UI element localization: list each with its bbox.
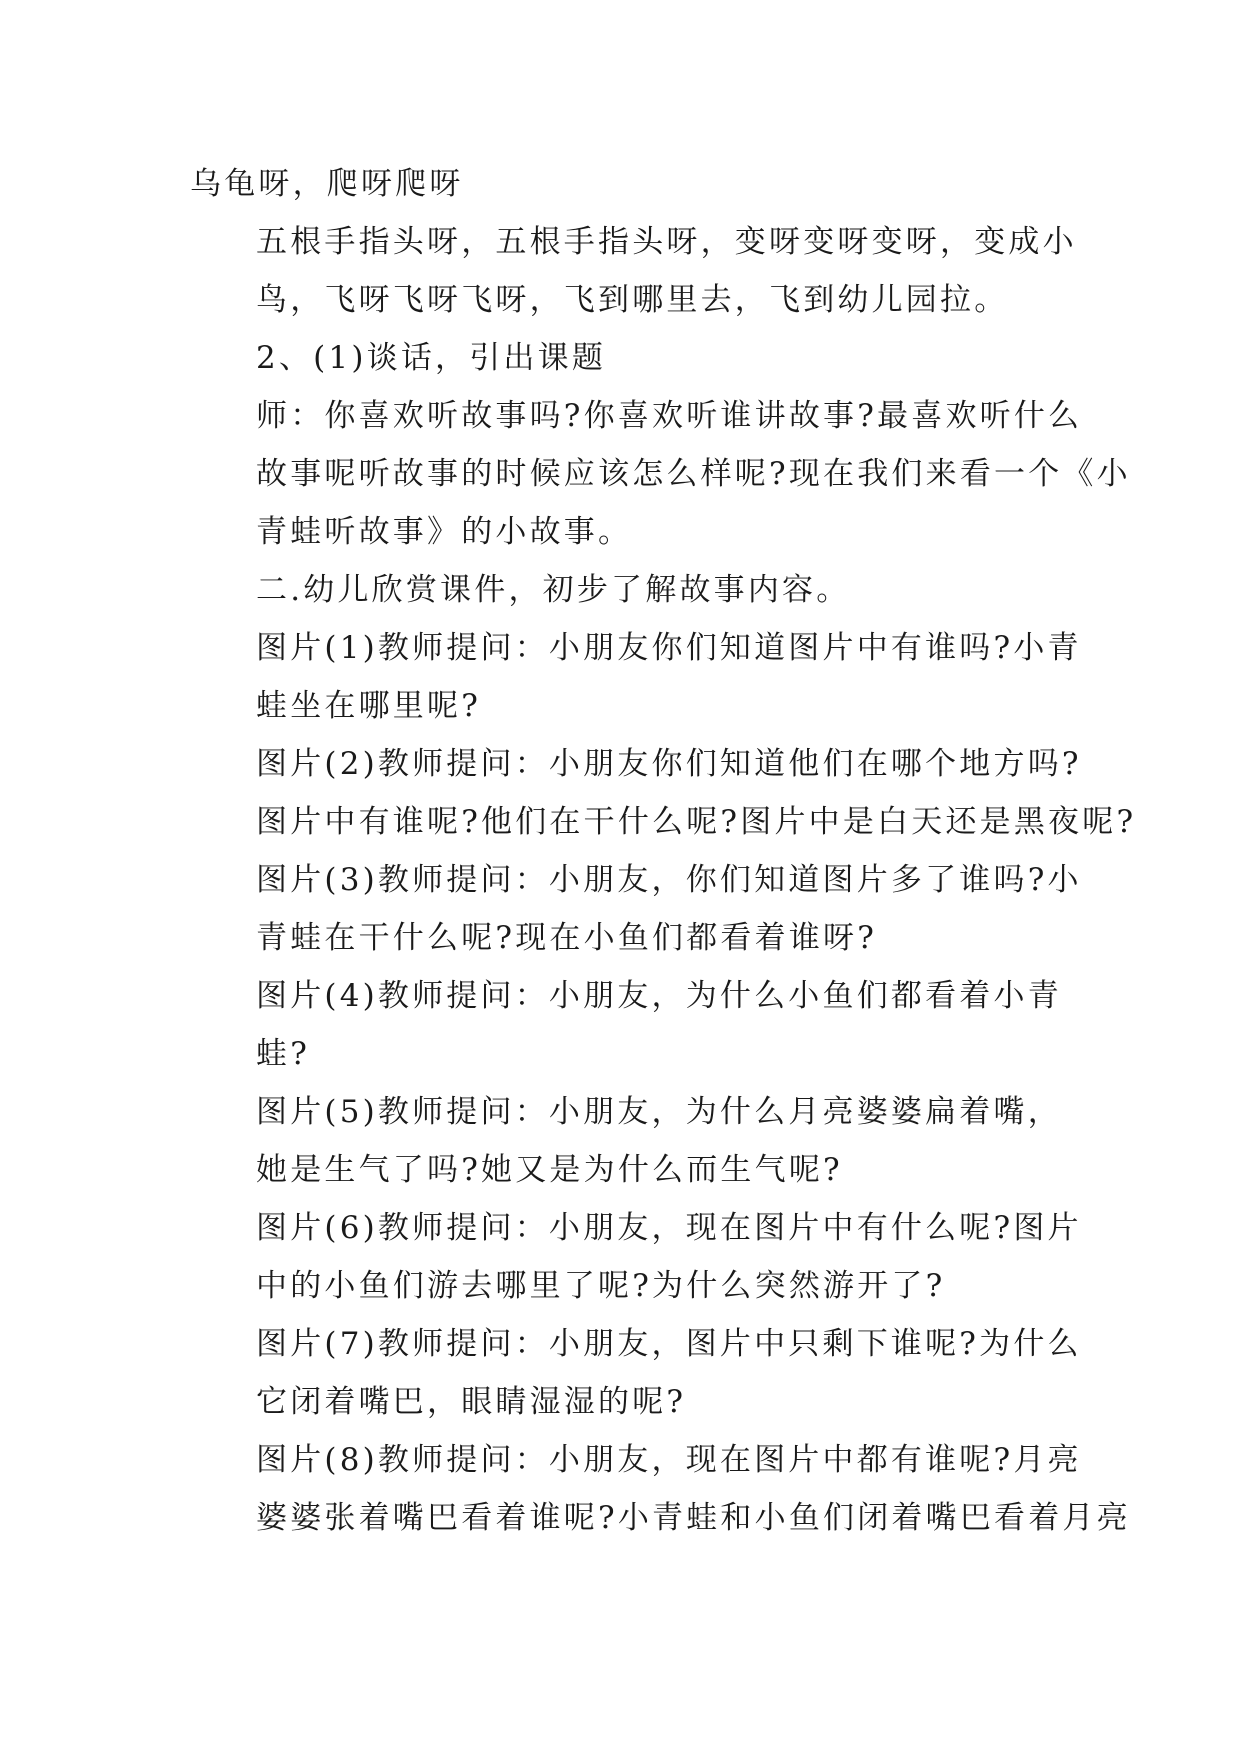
text-line: 婆婆张着嘴巴看着谁呢?小青蛙和小鱼们闭着嘴巴看着月亮 xyxy=(256,1500,1131,1536)
paragraph xyxy=(190,329,1050,387)
text-line: 鸟，飞呀飞呀飞呀，飞到哪里去，飞到幼儿园拉。 xyxy=(256,282,1009,318)
paragraph xyxy=(190,213,1077,329)
text-line: 图片(2)教师提问：小朋友你们知道他们在哪个地方吗? xyxy=(256,746,1082,782)
text-line: 蛙坐在哪里呢? xyxy=(256,688,482,724)
paragraph xyxy=(190,1199,1082,1315)
document-page xyxy=(190,155,1137,1547)
text-line: 它闭着嘴巴，眼睛湿湿的呢? xyxy=(256,1384,687,1420)
text-line: 五根手指头呀，五根手指头呀，变呀变呀变呀，变成小 xyxy=(256,224,1077,260)
text-line: 图片中有谁呢?他们在干什么呢?图片中是白天还是黑夜呢? xyxy=(256,804,1137,840)
paragraph xyxy=(190,1315,1082,1431)
text-line: 图片(5)教师提问：小朋友，为什么月亮婆婆扁着嘴， xyxy=(256,1094,1062,1130)
text-line: 中的小鱼们游去哪里了呢?为什么突然游开了? xyxy=(256,1268,946,1304)
text-line: 图片(7)教师提问：小朋友，图片中只剩下谁呢?为什么 xyxy=(256,1326,1082,1362)
text-line: 2、(1)谈话，引出课题 xyxy=(256,340,607,376)
paragraph xyxy=(190,619,1082,735)
paragraph xyxy=(190,1431,1131,1547)
text-line: 她是生气了吗?她又是为什么而生气呢? xyxy=(256,1152,843,1188)
text-line: 师：你喜欢听故事吗?你喜欢听谁讲故事?最喜欢听什么 xyxy=(256,398,1083,434)
text-line: 图片(1)教师提问：小朋友你们知道图片中有谁吗?小青 xyxy=(256,630,1082,666)
text-line: 图片(3)教师提问：小朋友，你们知道图片多了谁吗?小 xyxy=(256,862,1082,898)
paragraph xyxy=(190,155,1050,213)
text-line: 青蛙在干什么呢?现在小鱼们都看着谁呀? xyxy=(256,920,878,956)
text-line: 故事呢听故事的时候应该怎么样呢?现在我们来看一个《小 xyxy=(256,456,1131,492)
text-line: 乌龟呀，爬呀爬呀 xyxy=(190,166,464,202)
paragraph xyxy=(190,561,1050,619)
document-body xyxy=(190,155,1137,1547)
text-line: 图片(8)教师提问：小朋友，现在图片中都有谁呢?月亮 xyxy=(256,1442,1082,1478)
paragraph xyxy=(190,1083,1062,1199)
text-line: 青蛙听故事》的小故事。 xyxy=(256,514,633,550)
paragraph xyxy=(190,387,1131,561)
text-line: 图片(6)教师提问：小朋友，现在图片中有什么呢?图片 xyxy=(256,1210,1082,1246)
text-line: 二.幼儿欣赏课件，初步了解故事内容。 xyxy=(256,572,851,608)
paragraph xyxy=(190,735,1137,851)
text-line: 图片(4)教师提问：小朋友，为什么小鱼们都看着小青 xyxy=(256,978,1062,1014)
paragraph xyxy=(190,851,1082,967)
text-line: 蛙? xyxy=(256,1036,311,1072)
paragraph xyxy=(190,967,1062,1083)
